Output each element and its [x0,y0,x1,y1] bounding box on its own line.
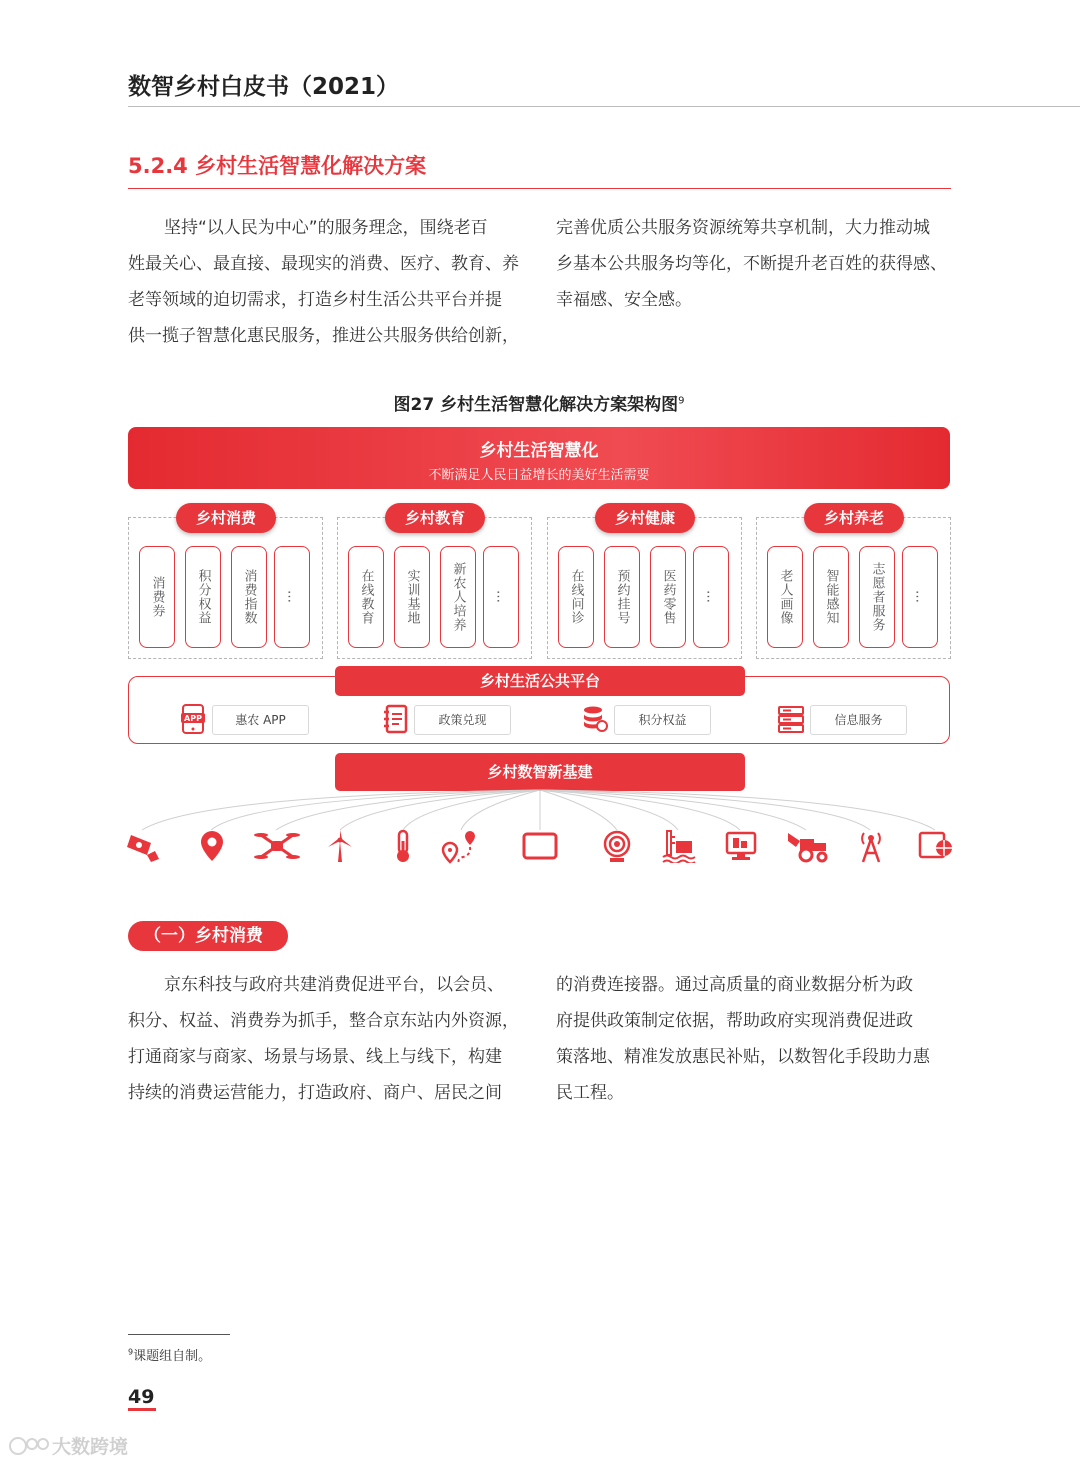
text-line: 幸福感、安全感。 [556,290,692,310]
page-number-underline [128,1408,156,1411]
app-icon [180,704,206,734]
monitor-icon [725,831,757,861]
diagram-item: 预约挂号 [604,546,640,648]
diagram-item: … [902,546,938,648]
subsection-title: （一）乡村消费 [128,921,288,951]
document-title: 数智乡村白皮书（2021） [128,74,400,100]
diagram-banner [128,427,950,489]
banner-subtitle: 不断满足人民日益增长的美好生活需要 [428,468,650,483]
diagram-item: 智能感知 [813,546,849,648]
diagram-item: 志愿者服务 [859,546,895,648]
tractor-icon [786,829,830,863]
server-icon [778,704,804,734]
drone-icon [253,829,301,863]
text-line: 策落地、精准发放惠民补贴，以数智化手段助力惠 [556,1047,930,1067]
header-divider [128,106,1080,107]
diagram-item: 医药零售 [650,546,686,648]
diagram-item: … [483,546,519,648]
diagram-item: … [274,546,310,648]
service-points: 积分权益 [614,705,711,735]
diagram-item: 消费指数 [231,546,267,648]
section-divider [128,188,951,189]
text-line: 打通商家与商家、场景与场景、线上与线下，构建 [128,1047,502,1067]
water-level-icon [662,829,696,863]
section-title: 5.2.4 乡村生活智慧化解决方案 [128,154,427,178]
text-line: 积分、权益、消费券为抓手，整合京东站内外资源， [128,1011,519,1031]
footnote-divider [128,1334,230,1335]
diagram-item: 积分权益 [185,546,221,648]
text-line: 坚持“以人民为中心”的服务理念，围绕老百 [164,218,488,238]
coins-icon [582,704,608,734]
group-label: 乡村消费 [176,503,276,533]
text-line: 持续的消费运营能力，打造政府、商户、居民之间 [128,1083,502,1103]
antenna-icon [855,829,887,863]
text-line: 完善优质公共服务资源统筹共享机制，大力推动城 [556,218,930,238]
figure-caption: 图27 乡村生活智慧化解决方案架构图$^9$ [393,395,685,415]
service-app: 惠农 APP [212,705,309,735]
text-line: 府提供政策制定依据，帮助政府实现消费促进政 [556,1011,913,1031]
footnote: $^9$课题组自制。 [128,1347,212,1364]
watermark-text: 大数跨境 [52,1436,129,1458]
diagram-item: … [693,546,729,648]
intro-column-right [556,210,961,318]
tablet-icon [522,831,558,861]
footnote-ref: 9 [678,395,685,407]
platform-title: 乡村生活公共平台 [335,666,745,696]
page-number: 49 [128,1386,155,1408]
thermometer-icon [393,829,413,863]
svg-text:APP: APP [184,714,202,723]
text-line: 京东科技与政府共建消费促进平台，以会员、 [164,975,504,995]
body-column-left [128,967,528,1111]
watermark-logo-icon [8,1434,50,1462]
notebook-icon [382,704,408,734]
body-column-right [556,967,956,1111]
camera-icon [125,829,161,863]
intro-column-left [128,210,528,354]
route-icon [441,829,481,865]
diagram-item: 消费券 [139,546,175,648]
infrastructure-title: 乡村数智新基建 [335,753,745,791]
text-line: 供一揽子智慧化惠民服务，推进公共服务供给创新， [128,326,519,346]
globe-device-icon [918,831,954,861]
service-policy: 政策兑现 [414,705,511,735]
sensor-icon [602,829,632,863]
diagram-item: 新农人培养 [440,546,476,648]
diagram-item: 实训基地 [394,546,430,648]
wind-turbine-icon [325,829,355,863]
text-line: 民工程。 [556,1083,624,1103]
diagram-item: 老人画像 [767,546,803,648]
diagram-item: 在线问诊 [558,546,594,648]
group-label: 乡村教育 [385,503,485,533]
service-info: 信息服务 [810,705,907,735]
diagram-item: 在线教育 [348,546,384,648]
group-label: 乡村养老 [804,503,904,533]
text-line: 姓最关心、最直接、最现实的消费、医疗、教育、养 [128,254,519,274]
location-pin-icon [198,829,226,863]
banner-title: 乡村生活智慧化 [479,441,599,461]
group-label: 乡村健康 [595,503,695,533]
text-line: 乡基本公共服务均等化，不断提升老百姓的获得感、 [556,254,947,274]
text-line: 的消费连接器。通过高质量的商业数据分析为政 [556,975,913,995]
text-line: 老等领域的迫切需求，打造乡村生活公共平台并提 [128,290,502,310]
